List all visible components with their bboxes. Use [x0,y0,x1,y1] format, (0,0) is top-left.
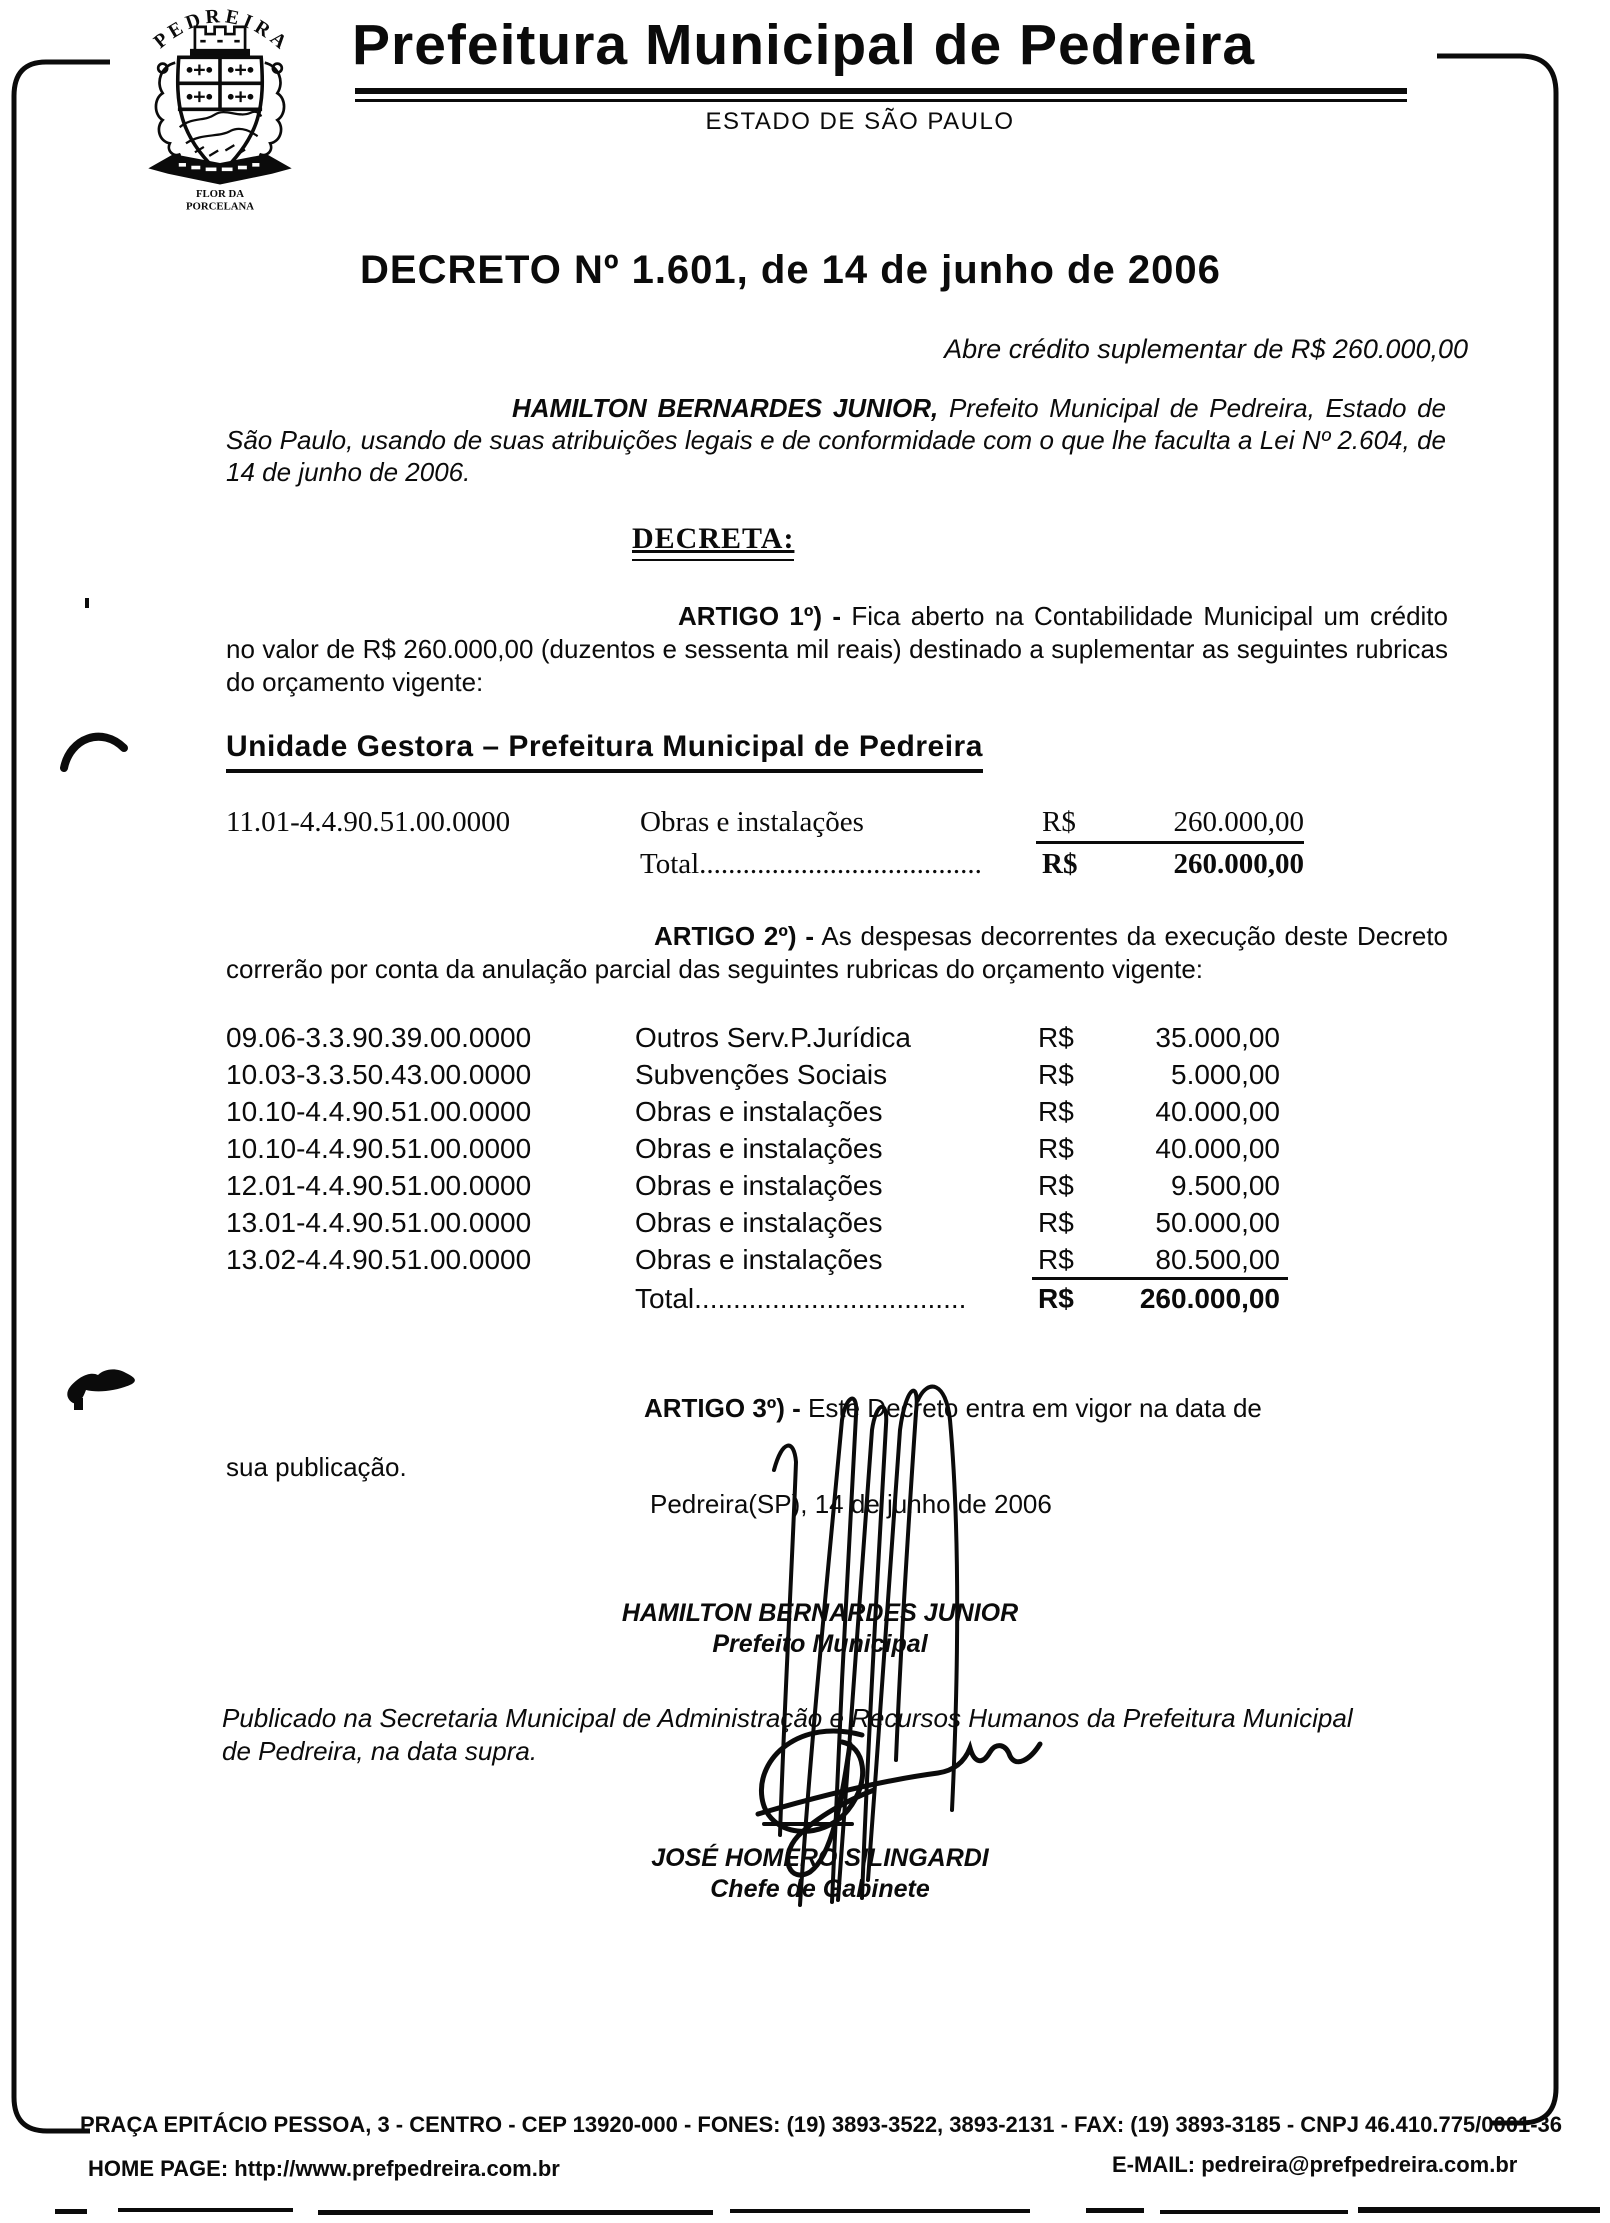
budget-desc: Obras e instalações [635,1207,883,1238]
currency-symbol: R$ [1042,806,1076,838]
budget-value: 5.000,00 [1171,1059,1280,1090]
currency-symbol: R$ [1038,1244,1074,1275]
crest-city-name: PEDREIRA [149,4,295,57]
homepage-url: http://www.prefpedreira.com.br [234,2156,560,2181]
article-2 [226,920,1448,986]
budget-desc: Obras e instalações [635,1244,883,1275]
total-currency: R$ [1038,1283,1074,1314]
mayor-name-inline: HAMILTON BERNARDES JUNIOR, [512,393,939,423]
budget-desc: Obras e instalações [635,1170,883,1201]
budget-value: 260.000,00 [1173,806,1304,838]
chief-name: JOSÉ HOMERO SILINGARDI [651,1844,989,1872]
decree-preamble [226,392,1446,488]
title-underline-thin [355,99,1407,102]
crest-motto-line1: FLOR DA [195,188,245,201]
footer-homepage [88,2156,560,2182]
total-label: Total....................................... [640,848,982,880]
currency-symbol: R$ [1038,1096,1074,1127]
budget-code: 10.10-4.4.90.51.00.0000 [226,1133,532,1164]
currency-symbol: R$ [1038,1022,1074,1053]
budget-desc: Obras e instalações [635,1096,883,1127]
total-value: 260.000,00 [1139,1283,1280,1314]
title-underline-thick [355,88,1407,94]
mayor-signature-block [520,1598,1120,1660]
budget-value: 35.000,00 [1155,1022,1280,1053]
budget-code: 10.10-4.4.90.51.00.0000 [226,1096,532,1127]
budget-desc: Outros Serv.P.Jurídica [635,1022,911,1053]
article-3-text: Este Decreto entra em vigor na data de [800,1393,1262,1423]
footer-address: PRAÇA EPITÁCIO PESSOA, 3 - CENTRO - CEP 13920-000 - FONES: (19) 3893-3522, 3893-2131 - FAX: (19) 3893-3185 - CNPJ 46.410.775/0001-36 [80,2112,1563,2137]
table2-subtotal-rule [1032,1277,1288,1280]
homepage-label: HOME PAGE: [88,2156,229,2181]
article-2-text: As despesas decorrentes da execução deste Decreto correrão por conta da anulação parcial das seguintes rubricas do orçamento vigente: [226,921,1449,984]
article-1-label: ARTIGO 1º) - [678,601,842,631]
budget-code: 10.03-3.3.50.43.00.0000 [226,1059,532,1090]
budget-desc: Obras e instalações [640,806,864,838]
decree-summary: Abre crédito suplementar de R$ 260.000,00 [944,334,1468,364]
budget-desc: Subvenções Sociais [635,1059,888,1090]
preamble-text: Prefeito Municipal de Pedreira, Estado de São Paulo, usando de suas atribuições legais e de conformidade com o que lhe faculta a Lei Nº 2.604, de 14 de junho de 2006. [226,393,1446,487]
crest-crown [191,27,248,56]
budget-value: 50.000,00 [1155,1207,1280,1238]
article-3-label: ARTIGO 3º) - [644,1393,801,1423]
chief-of-staff-signature-block [520,1843,1120,1905]
budget-desc: Obras e instalações [635,1133,883,1164]
article-2-label: ARTIGO 2º) - [654,921,814,951]
currency-symbol: R$ [1038,1207,1074,1238]
budget-code: 13.02-4.4.90.51.00.0000 [226,1244,532,1275]
currency-symbol: R$ [1038,1059,1074,1090]
total-label: Total................................... [635,1283,967,1314]
total-currency: R$ [1042,848,1078,880]
budget-value: 40.000,00 [1155,1096,1280,1127]
table1-subtotal-rule [1036,841,1304,844]
managing-unit-heading: Unidade Gestora – Prefeitura Municipal de Pedreira [226,730,983,773]
email-address: pedreira@prefpedreira.com.br [1201,2152,1518,2177]
municipal-coat-of-arms [122,0,318,215]
decreta-heading: DECRETA: [632,522,794,561]
page-title: Prefeitura Municipal de Pedreira [352,13,1256,77]
budget-value: 40.000,00 [1155,1133,1280,1164]
budget-code: 09.06-3.3.90.39.00.0000 [226,1022,532,1053]
budget-code: 12.01-4.4.90.51.00.0000 [226,1170,532,1201]
budget-code: 13.01-4.4.90.51.00.0000 [226,1207,532,1238]
mayor-role: Prefeito Municipal [712,1630,928,1658]
chief-role: Chefe de Gabinete [710,1875,930,1903]
mayor-name: HAMILTON BERNARDES JUNIOR [621,1599,1019,1627]
currency-symbol: R$ [1038,1170,1074,1201]
article-1 [226,600,1448,699]
dateline: Pedreira(SP), 14 de junho de 2006 [650,1489,1052,1519]
decree-title: DECRETO Nº 1.601, de 14 de junho de 2006 [360,248,1221,292]
currency-symbol: R$ [1038,1133,1074,1164]
publication-note: Publicado na Secretaria Municipal de Administração e Recursos Humanos da Prefeitura Municipal de Pedreira, na data supra. [222,1703,1353,1766]
total-value: 260.000,00 [1173,848,1304,880]
article-3 [226,1392,1448,1425]
budget-value: 80.500,00 [1155,1244,1280,1275]
crest-shield [178,57,263,173]
article-3-continuation: sua publicação. [226,1452,407,1482]
budget-code: 11.01-4.4.90.51.00.0000 [226,806,511,838]
footer-email [1112,2152,1517,2178]
crest-motto-line2: PORCELANA [185,200,255,213]
email-label: E-MAIL: [1112,2152,1196,2177]
budget-value: 9.500,00 [1171,1170,1280,1201]
article-1-text: Fica aberto na Contabilidade Municipal um crédito no valor de R$ 260.000,00 (duzentos e sessenta mil reais) destinado a suplementar as seguintes rubricas do orçamento vigente: [226,601,1448,697]
state-subtitle: ESTADO DE SÃO PAULO [705,108,1015,135]
